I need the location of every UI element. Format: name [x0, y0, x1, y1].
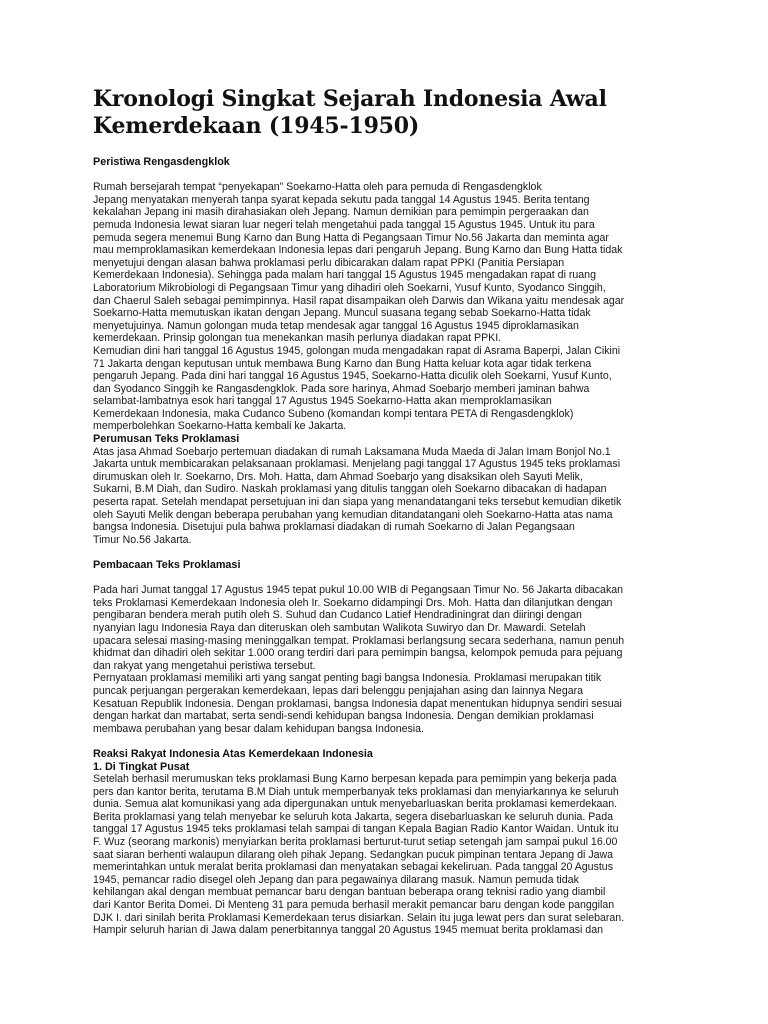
paragraph-line: dirumuskan oleh Ir. Soekarno, Drs. Moh. Hatta, dam Ahmad Soebarjo yang disaksikan oleh Sayuti Melik, [93, 470, 583, 483]
paragraph-line: kehilangan akal dengan membuat pemancar baru dengan bantuan beberapa orang teknisi radio yang diambil [93, 886, 606, 899]
paragraph-line: pers dan kantor berita, terutama B.M Diah untuk memperbanyak teks proklamasi dan menyiarkannya ke seluruh [93, 785, 619, 798]
section-heading [93, 433, 678, 446]
paragraph-line: dan Syodanco Singgih ke Rangasdengklok. Pada sore harinya, Ahmad Soebarjo memberi jaminan bahwa [93, 382, 590, 395]
document-page [93, 86, 678, 937]
spacer [93, 735, 678, 748]
paragraph-line: pengibaran bendera merah putih oleh S. Suhud dan Cudanco Latief Hendradiningrat dan diiringi dengan [93, 609, 582, 622]
paragraph-line: tanggal 17 Agustus 1945 teks proklamasi telah sampai di tangan Kepala Bagian Radio Kantor Waidan. Untuk itu [93, 823, 619, 836]
paragraph-line: Timur No.56 Jakarta. [93, 533, 192, 546]
paragraph-line: DJK I. dari sinilah berita Proklamasi Kemerdekaan terus disiarkan. Selain itu juga lewat pers dan surat selebaran. [93, 911, 625, 924]
paragraph-line: teks Proklamasi Kemerdekaan Indonesia oleh Ir. Soekarno didampingi Drs. Moh. Hatta dan dilanjutkan dengan [93, 596, 613, 609]
paragraph-line: Setelah berhasil merumuskan teks proklamasi Bung Karno berpesan kepada para pemimpin yang bekerja pada [93, 773, 617, 786]
section-rengasdengklok [93, 156, 678, 433]
title-line-2: Kemerdekaan (1945-1950) [93, 113, 420, 139]
paragraph-line: Kemerdekaan Indonesia, maka Cudanco Subeno (komandan kompi tentara PETA di Rengasdengklok) [93, 407, 574, 420]
paragraph-line: dunia. Semua alat komunikasi yang ada dipergunakan untuk menyebarluaskan berita proklamasi kemerdekaan. [93, 798, 618, 811]
paragraph-line: Kemerdekaan Indonesia). Sehingga pada malam hari tanggal 15 Agustus 1945 mengadakan rapat di ruang [93, 269, 596, 282]
document-title [93, 86, 678, 140]
paragraph-line: Hampir seluruh harian di Jawa dalam penerbitannya tanggal 20 Agustus 1945 memuat berita proklamasi dan [93, 924, 603, 937]
paragraph-line: Kemudian dini hari tanggal 16 Agustus 1945, golongan muda mengadakan rapat di Asrama Baperpi, Jalan Cikini [93, 344, 621, 357]
section-perumusan [93, 433, 678, 546]
paragraph-line: menyetujui dengan alasan bahwa proklamasi perlu dibicarakan dalam rapat PPKI (Panitia Persiapan [93, 256, 565, 269]
paragraph-line: Pada hari Jumat tanggal 17 Agustus 1945 tepat pukul 10.00 WIB di Pegangsaan Timur No. 56 Jakarta dibacakan [93, 584, 624, 597]
paragraph-line: Berita proklamasi yang telah menyebar ke seluruh kota Jakarta, segera disebarluaskan ke seluruh dunia. Pada [93, 810, 613, 823]
paragraph-line: Rumah bersejarah tempat “penyekapan” Soekarno-Hatta oleh para pemuda di Rengasdengklok [93, 181, 542, 194]
paragraph-line: Sukarni, B.M Diah, dan Sudiro. Naskah proklamasi yang ditulis tanggan oleh Soekarno dibacakan di hadapan [93, 483, 607, 496]
paragraph-line: pengaruh Jepang. Pada dini hari tanggal 16 Agustus 1945, Soekarno-Hatta diculik oleh Soekarni, Yusuf Kunto, [93, 370, 612, 383]
paragraph-line: saat siaran berhenti walaupun dilarang oleh pihak Jepang. Sedangkan pucuk pimpinan tentara Jepang di Jawa [93, 848, 614, 861]
paragraph-line: dan rakyat yang mengetahui peristiwa tersebut. [93, 659, 316, 672]
paragraph-line: nyanyian lagu Indonesia Raya dan diteruskan oleh sambutan Walikota Suwiryo dan Dr. Mawardi. Setelah [93, 621, 586, 634]
heading-line: Reaksi Rakyat Indonesia Atas Kemerdekaan Indonesia [93, 747, 373, 760]
paragraph-line: oleh Sayuti Melik dengan beberapa perubahan yang kemudian ditandatangani oleh Soekarno-Hatta atas nama [93, 508, 613, 521]
paragraph-line: kekalahan Jepang ini masih dirahasiakan oleh Jepang. Namun demikian para pemimpin pergeraakan dan [93, 206, 589, 219]
section-heading [93, 559, 678, 572]
heading-line: Perumusan Teks Proklamasi [93, 433, 240, 446]
paragraph-line: dan Chaerul Saleh sebagai pemimpinnya. Hasil rapat disampaikan oleh Darwis dan Wikana yaitu mendesak agar [93, 294, 625, 307]
paragraph-line: kemerdekaan. Prinsip golongan tua menekankan masih perlunya diadakan rapat PPKI. [93, 332, 502, 345]
paragraph-line: khidmat dan dihadiri oleh sekitar 1.000 orang terdiri dari para pemimpin bangsa, kelompok pemuda para pejuang [93, 647, 623, 660]
paragraph-line: upacara selesai masing-masing meninggalkan tempat. Proklamasi berlangsung secara sederhana, namun penuh [93, 634, 625, 647]
paragraph-line: menyetujuinya. Namun golongan muda tetap mendesak agar tanggal 16 Agustus 1945 diproklamasikan [93, 319, 579, 332]
section-pembacaan [93, 546, 678, 735]
paragraph-line: 1945, pemancar radio disegel oleh Jepang dan para pegawainya dilarang masuk. Namun pemuda tidak [93, 873, 579, 886]
title-line-1: Kronologi Singkat Sejarah Indonesia Awal [93, 86, 607, 112]
paragraph-line: membawa perubahan yang besar dalam kehidupan bangsa Indonesia. [93, 722, 424, 735]
section-reaksi [93, 735, 678, 937]
heading-line: Pembacaan Teks Proklamasi [93, 559, 241, 571]
paragraph-line: F. Wuz (seorang markonis) menyiarkan berita proklamasi berturut-turut setiap setengah jam sampai pukul 16.00 [93, 836, 618, 849]
paragraph-line: selambat-lambatnya esok hari tanggal 17 Agustus 1945 Soekarno-Hatta akan memproklamasikan [93, 395, 552, 408]
paragraph-line: Kesatuan Republik Indonesia. Dengan proklamasi, bangsa Indonesia dapat menentukan hidupnya sendiri sesuai [93, 697, 622, 710]
paragraph-line: Pernyataan proklamasi memiliki arti yang sangat penting bagi bangsa Indonesia. Proklamasi merupakan titik [93, 672, 602, 685]
paragraph-line: Atas jasa Ahmad Soebarjo pertemuan diadakan di rumah Laksamana Muda Maeda di Jalan Imam Bonjol No.1 [93, 445, 611, 458]
subheading-line: 1. Di Tingkat Pusat [93, 760, 190, 773]
paragraph-line: bangsa Indonesia. Disetujui pula bahwa proklamasi diadakan di rumah Soekarno di Jalan Pegangsaan [93, 521, 575, 534]
section-body [93, 584, 678, 735]
paragraph-line: dari Kantor Berita Domei. Di Menteng 31 para pemuda berhasil merakit pemancar baru dengan kode panggilan [93, 899, 615, 912]
section-body [93, 181, 678, 433]
paragraph-line: memperbolehkan Soekarno-Hatta kembali ke Jakarta. [93, 420, 347, 433]
paragraph-line: 71 Jakarta dengan keputusan untuk membawa Bung Karno dan Bung Hatta keluar kota agar tidak terkena [93, 357, 592, 370]
paragraph-line: Soekarno-Hatta memutuskan ikatan dengan Jepang. Muncul suasana tegang sebab Soekarno-Hatta tidak [93, 307, 591, 320]
section-heading [93, 156, 678, 169]
section-heading [93, 748, 678, 773]
heading-line: Peristiwa Rengasdengklok [93, 156, 230, 168]
spacer [93, 572, 678, 585]
paragraph-line: Jakarta untuk membicarakan pelaksanaan proklamasi. Menjelang pagi tanggal 17 Agustus 1945 teks proklamasi [93, 458, 621, 471]
section-body [93, 773, 678, 937]
paragraph-line: peserta rapat. Setelah mendapat persetujuan ini dan siapa yang menandatangani teks tersebut kemudian diketik [93, 496, 622, 509]
paragraph-line: Jepang menyatakan menyerah tanpa syarat kepada sekutu pada tanggal 14 Agustus 1945. Berita tentang [93, 193, 590, 206]
spacer [93, 169, 678, 182]
paragraph-line: memerintahkan untuk meralat berita proklamasi dan menyatakan sebagai kekeliruan. Pada tanggal 20 Agustus [93, 861, 613, 874]
paragraph-line: pemuda Indonesia lewat siaran luar negeri telah mengetahui pada tanggal 15 Agustus 1945. Untuk itu para [93, 218, 595, 231]
section-body [93, 446, 678, 547]
paragraph-line: Laboratorium Mikrobiologi di Pegangsaan Timur yang dihadiri oleh Soekarni, Yusuf Kunto, Syodanco Singgih, [93, 281, 606, 294]
paragraph-line: dengan harkat dan martabat, serta sendi-sendi kehidupan bangsa Indonesia. Dengan demikian proklamasi [93, 710, 594, 723]
paragraph-line: puncak perjuangan pergerakan kemerdekaan, lepas dari belenggu penjajahan asing dan lainnya Negara [93, 684, 584, 697]
spacer [93, 546, 678, 559]
paragraph-line: mau memproklamasikan kemerdekaan Indonesia lepas dari pengaruh Jepang. Bung Karno dan Bung Hatta tidak [93, 244, 623, 257]
paragraph-line: pemuda segera menemui Bung Karno dan Bung Hatta di Pegangsaan Timur No.56 Jakarta dan meminta agar [93, 231, 609, 244]
